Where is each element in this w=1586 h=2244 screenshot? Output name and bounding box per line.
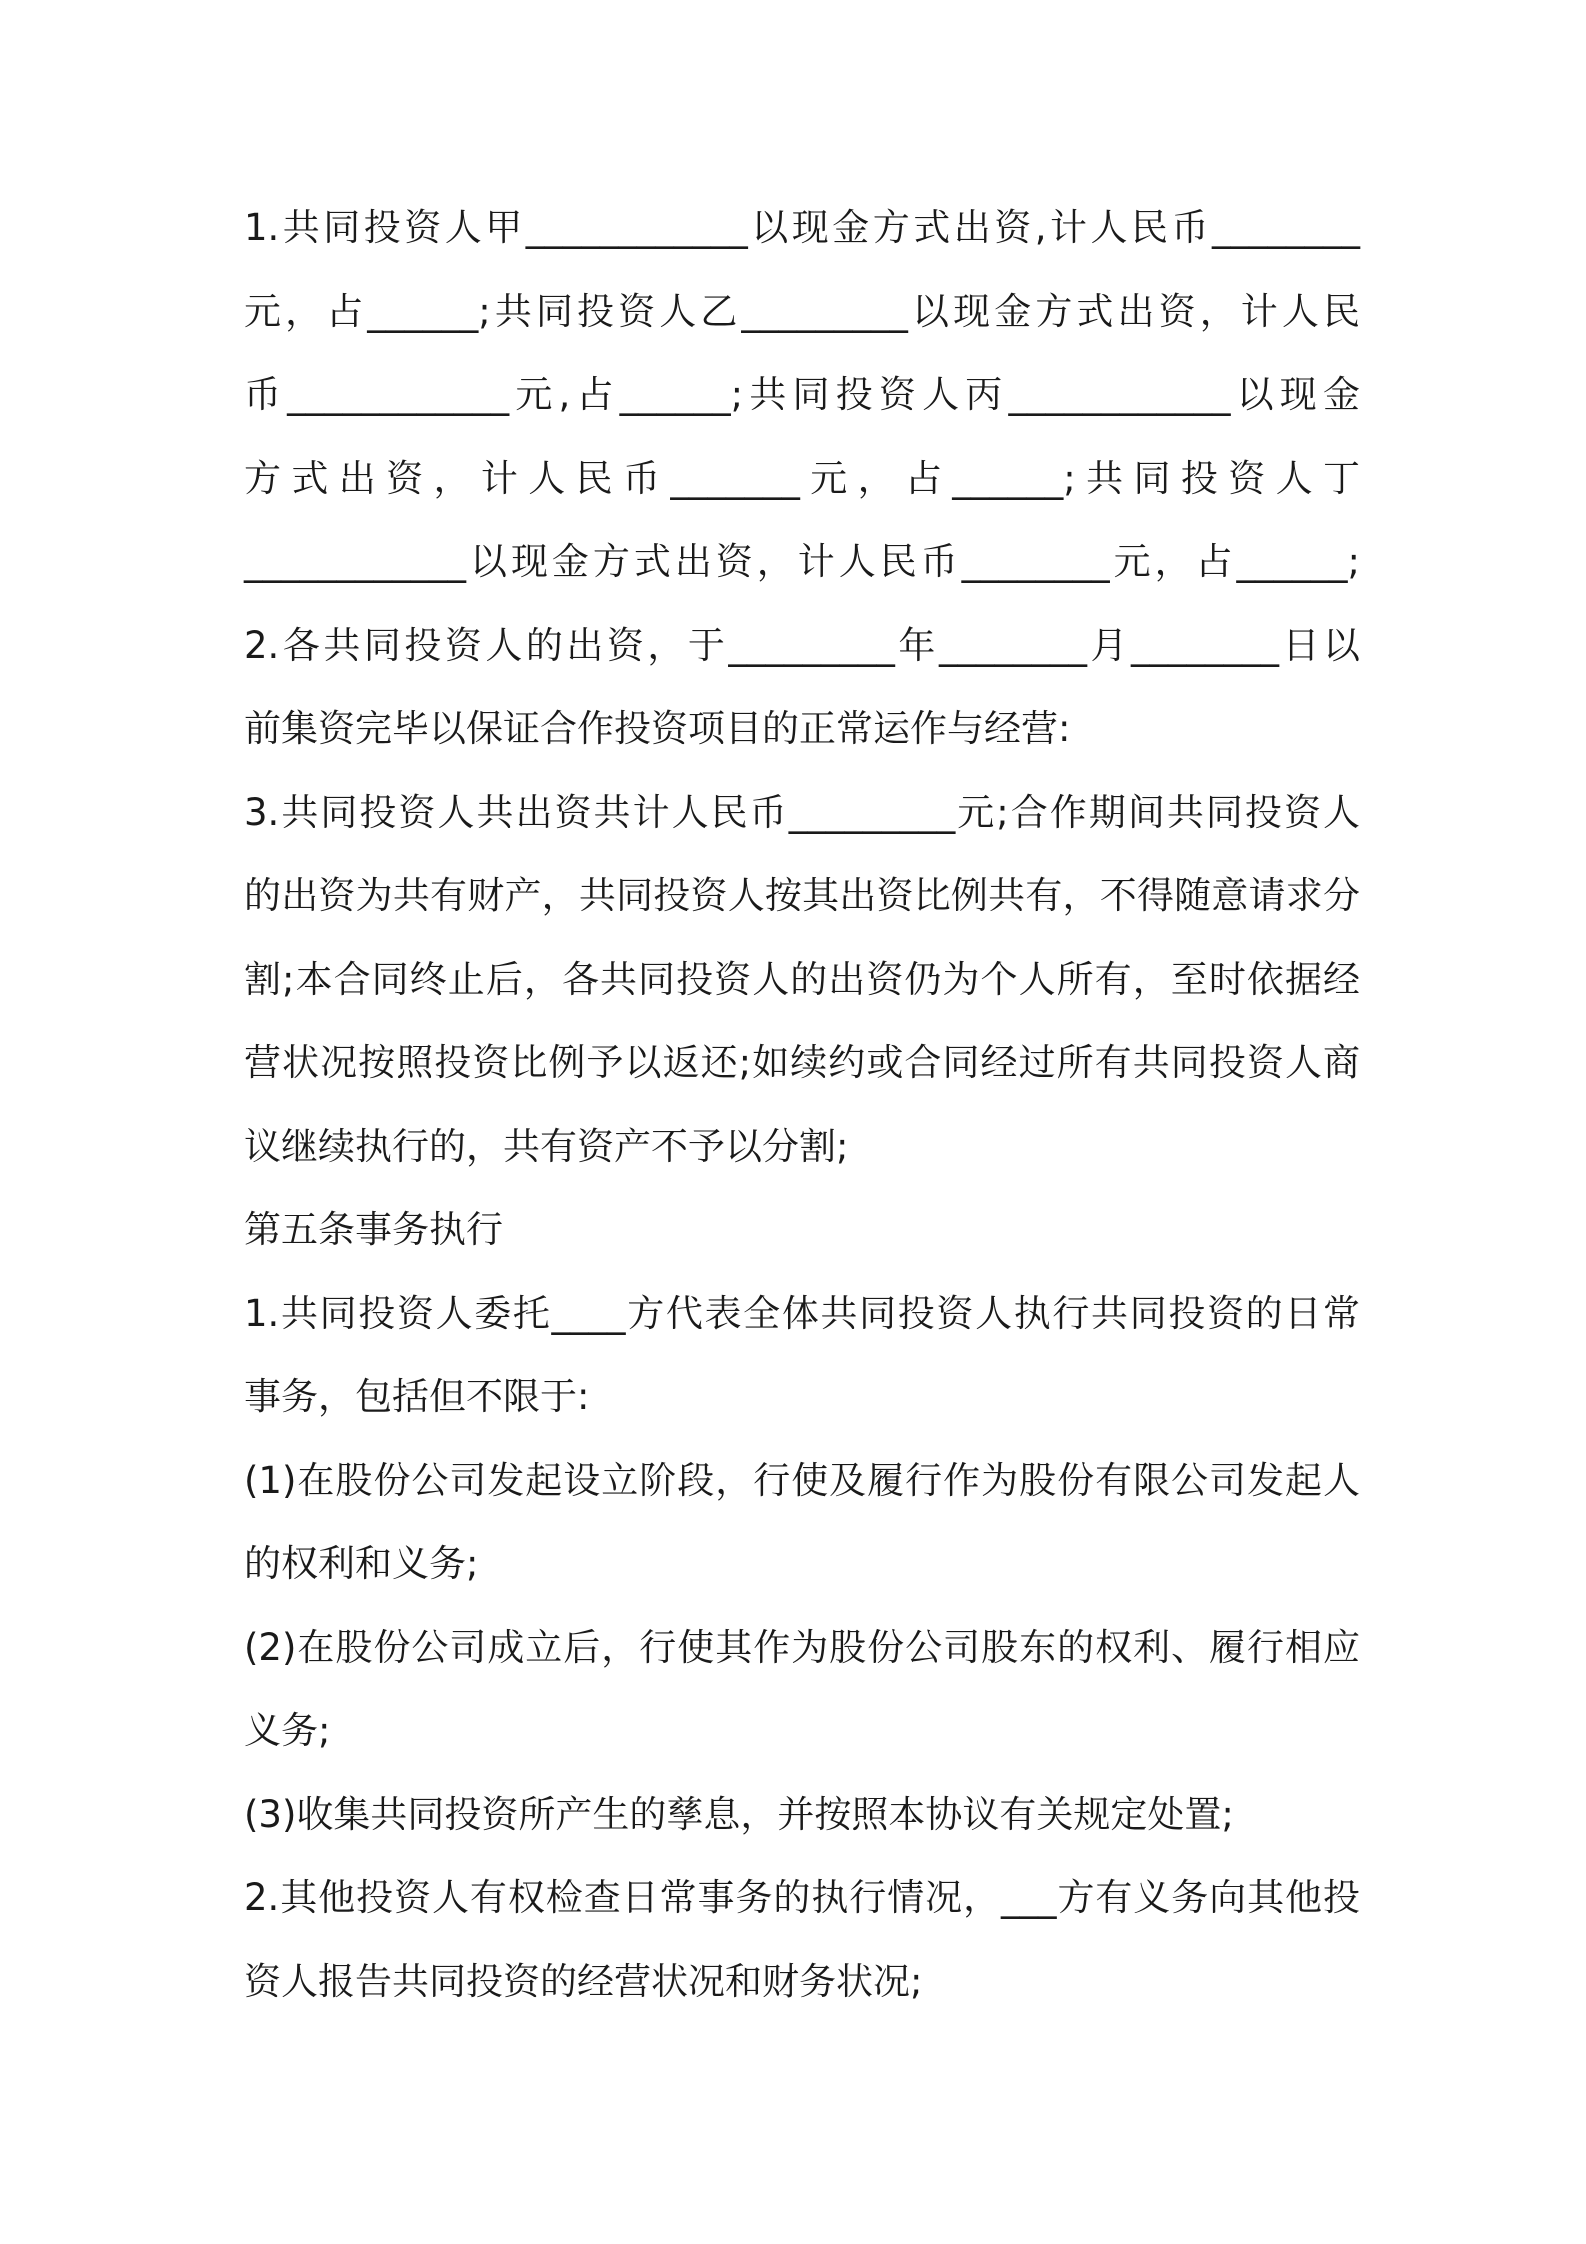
- text-line: 前集资完毕以保证合作投资项目的正常运作与经营:: [244, 707, 1071, 750]
- text-line: (1)在股份公司发起设立阶段，行使及履行作为股份有限公司发起人: [244, 1458, 1360, 1502]
- text-line: 的出资为共有财产，共同投资人按其出资比例共有，不得随意请求分: [244, 874, 1360, 917]
- text-line: 元，占______;共同投资人乙_________以现金方式出资，计人民: [244, 289, 1360, 333]
- text-line: (3)收集共同投资所产生的孳息，并按照本协议有关规定处置;: [244, 1792, 1234, 1836]
- text-line: 2.各共同投资人的出资，于_________年________月________日以: [244, 623, 1360, 667]
- text-line: 事务，包括但不限于:: [244, 1375, 590, 1418]
- text-line: 1.共同投资人委托____方代表全体共同投资人执行共同投资的日常: [244, 1291, 1360, 1335]
- text-line: 1.共同投资人甲____________以现金方式出资,计人民币________: [244, 206, 1360, 249]
- text-line: 2.其他投资人有权检查日常事务的执行情况，___方有义务向其他投: [244, 1876, 1360, 1919]
- text-line: 义务;: [244, 1709, 331, 1752]
- text-line: 营状况按照投资比例予以返还;如续约或合同经过所有共同投资人商: [244, 1041, 1360, 1084]
- text-line: 方式出资，计人民币_______元，占______;共同投资人丁: [244, 456, 1360, 500]
- text-line: 资人报告共同投资的经营状况和财务状况;: [244, 1959, 923, 2003]
- text-line: 3.共同投资人共出资共计人民币_________元;合作期间共同投资人: [244, 790, 1360, 834]
- document-page: [244, 196, 1360, 2033]
- text-line: 币____________元,占______;共同投资人丙____________以现金: [244, 373, 1360, 416]
- text-line: ____________以现金方式出资，计人民币________元，占______;: [244, 540, 1360, 583]
- section-heading: 第五条事务执行: [244, 1208, 503, 1251]
- text-line: (2)在股份公司成立后，行使其作为股份公司股东的权利、履行相应: [244, 1625, 1360, 1669]
- text-line: 的权利和义务;: [244, 1542, 479, 1585]
- text-line: 议继续执行的，共有资产不予以分割;: [244, 1124, 849, 1168]
- text-line: 割;本合同终止后，各共同投资人的出资仍为个人所有，至时依据经: [244, 957, 1360, 1001]
